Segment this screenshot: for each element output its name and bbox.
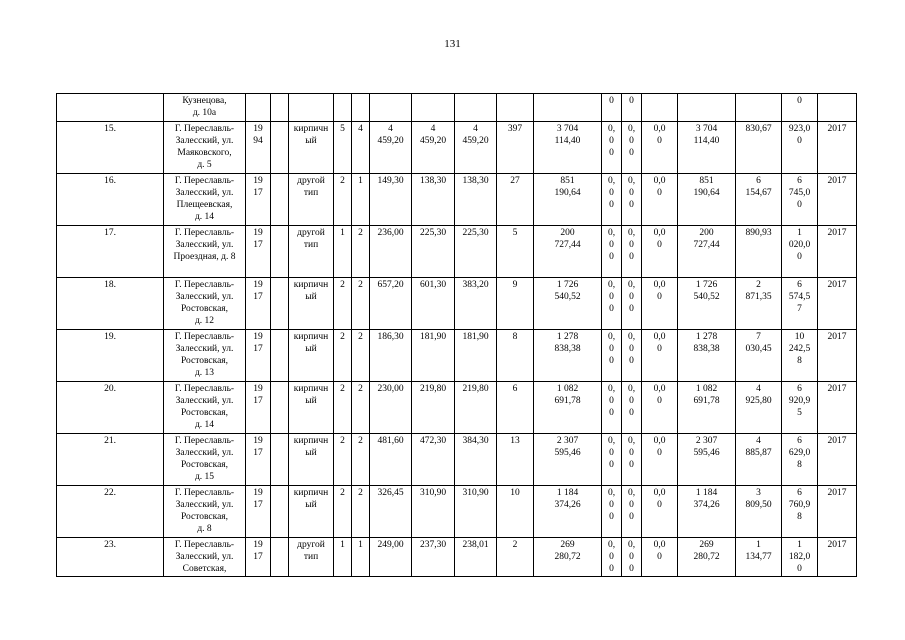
cell-c2: 0, 0 0 xyxy=(622,330,642,382)
page-number: 131 xyxy=(444,38,461,50)
cell-plan-year: 2017 xyxy=(818,434,857,486)
cell-cost-total: 2 307 595,46 xyxy=(534,434,602,486)
cell-area-total: 481,60 xyxy=(370,434,412,486)
cell-area-living: 310,90 xyxy=(412,486,455,538)
continuation-row xyxy=(57,94,857,122)
cell-residents: 10 xyxy=(497,486,534,538)
cell-wall-material: кирпичн ый xyxy=(289,278,334,330)
cell-c5: 4 885,87 xyxy=(736,434,782,486)
cell-floors: 1 xyxy=(334,226,352,278)
cell-number: 17. xyxy=(57,226,164,278)
cell-address: Г. Переславль- Залесский, ул. Ростовская, д. 15 xyxy=(164,434,246,486)
cell-entrances: 2 xyxy=(352,226,370,278)
cell-floors: 2 xyxy=(334,174,352,226)
cell-c5: 830,67 xyxy=(736,122,782,174)
cell-cost-total: 1 726 540,52 xyxy=(534,278,602,330)
cell-wall-material: другой тип xyxy=(289,538,334,577)
cell-c4: 1 082 691,78 xyxy=(678,382,736,434)
cell-address: Г. Переславль- Залесский, ул. Ростовская, д. 13 xyxy=(164,330,246,382)
cell-number: 21. xyxy=(57,434,164,486)
cell-c5: 890,93 xyxy=(736,226,782,278)
cell-area-living: 472,30 xyxy=(412,434,455,486)
cell-c6: 1 182,0 0 xyxy=(782,538,818,577)
cell-area-residential: 138,30 xyxy=(455,174,497,226)
cell-wall-material: кирпичн ый xyxy=(289,486,334,538)
cell-c4: 200 727,44 xyxy=(678,226,736,278)
cell-c2: 0, 0 0 xyxy=(622,434,642,486)
cell-build-year: 19 17 xyxy=(246,278,271,330)
cell-build-year: 19 17 xyxy=(246,486,271,538)
cell-entrances: 2 xyxy=(352,486,370,538)
cell-c4: 1 278 838,38 xyxy=(678,330,736,382)
cell-area-residential: 384,30 xyxy=(455,434,497,486)
cell-c4: 269 280,72 xyxy=(678,538,736,577)
cell-area-total: 236,00 xyxy=(370,226,412,278)
cell-area-total: 249,00 xyxy=(370,538,412,577)
cell-c5: 1 134,77 xyxy=(736,538,782,577)
cell-empty xyxy=(271,486,289,538)
cell-plan-year: 2017 xyxy=(818,122,857,174)
cell-floors: 2 xyxy=(334,278,352,330)
cell-c5: 3 809,50 xyxy=(736,486,782,538)
cell-number xyxy=(57,94,164,122)
cell-c1: 0, 0 0 xyxy=(602,434,622,486)
cell-cost-total: 1 082 691,78 xyxy=(534,382,602,434)
cell-floors: 2 xyxy=(334,434,352,486)
cell-area-total: 149,30 xyxy=(370,174,412,226)
cell-c3: 0,0 0 xyxy=(642,174,678,226)
cell-c3: 0,0 0 xyxy=(642,226,678,278)
cell-area-living: 237,30 xyxy=(412,538,455,577)
table-row xyxy=(57,538,857,577)
cell-empty xyxy=(271,382,289,434)
cell-c1: 0, 0 0 xyxy=(602,382,622,434)
cell-area-living: 219,80 xyxy=(412,382,455,434)
cell-cost-total: 1 184 374,26 xyxy=(534,486,602,538)
table-row xyxy=(57,330,857,382)
cell-floors: 2 xyxy=(334,382,352,434)
cell-plan-year: 2017 xyxy=(818,330,857,382)
cell-number: 18. xyxy=(57,278,164,330)
cell-cost-total: 200 727,44 xyxy=(534,226,602,278)
table-row xyxy=(57,174,857,226)
cell-wall-material: другой тип xyxy=(289,226,334,278)
cell-plan-year: 2017 xyxy=(818,486,857,538)
cell-address: Кузнецова, д. 10а xyxy=(164,94,246,122)
cell-address: Г. Переславль- Залесский, ул. Плещеевская, д. 14 xyxy=(164,174,246,226)
cell-area-total: 186,30 xyxy=(370,330,412,382)
cell-c2: 0, 0 0 xyxy=(622,174,642,226)
cell-area-residential: 310,90 xyxy=(455,486,497,538)
cell-address: Г. Переславль- Залесский, ул. Проездная, д. 8 xyxy=(164,226,246,278)
cell-area-residential: 238,01 xyxy=(455,538,497,577)
cell-number: 19. xyxy=(57,330,164,382)
cell-address: Г. Переславль- Залесский, ул. Советская, xyxy=(164,538,246,577)
cell-floors: 2 xyxy=(334,486,352,538)
cell-empty xyxy=(271,434,289,486)
cell-c6: 6 745,0 0 xyxy=(782,174,818,226)
cell-area-total: 326,45 xyxy=(370,486,412,538)
cell-entrances: 2 xyxy=(352,382,370,434)
cell-c2: 0 xyxy=(622,94,642,122)
cell-wall-material: другой тип xyxy=(289,174,334,226)
cell-entrances: 1 xyxy=(352,538,370,577)
cell-plan-year: 2017 xyxy=(818,538,857,577)
cell-c4: 1 184 374,26 xyxy=(678,486,736,538)
cell-area-residential: 181,90 xyxy=(455,330,497,382)
cell-cost-total: 269 280,72 xyxy=(534,538,602,577)
cell-build-year: 19 17 xyxy=(246,382,271,434)
cell-area-total: 4 459,20 xyxy=(370,122,412,174)
cell-residents: 13 xyxy=(497,434,534,486)
cell-residents: 9 xyxy=(497,278,534,330)
cell-address: Г. Переславль- Залесский, ул. Ростовская, д. 12 xyxy=(164,278,246,330)
cell-number: 22. xyxy=(57,486,164,538)
cell-c3: 0,0 0 xyxy=(642,486,678,538)
cell-build-year: 19 17 xyxy=(246,330,271,382)
cell-cost-total: 1 278 838,38 xyxy=(534,330,602,382)
cell-number: 23. xyxy=(57,538,164,577)
cell-c3: 0,0 0 xyxy=(642,538,678,577)
cell-c4: 2 307 595,46 xyxy=(678,434,736,486)
cell-floors: 1 xyxy=(334,538,352,577)
cell-area-residential: 219,80 xyxy=(455,382,497,434)
cell-c5: 7 030,45 xyxy=(736,330,782,382)
cell-area-total: 657,20 xyxy=(370,278,412,330)
cell-number: 15. xyxy=(57,122,164,174)
cell-area-residential: 4 459,20 xyxy=(455,122,497,174)
table-row xyxy=(57,122,857,174)
cell-floors: 2 xyxy=(334,330,352,382)
cell-area-living: 601,30 xyxy=(412,278,455,330)
cell-cost-total: 3 704 114,40 xyxy=(534,122,602,174)
cell-c6: 6 629,0 8 xyxy=(782,434,818,486)
cell-c6: 923,0 0 xyxy=(782,122,818,174)
cell-c3: 0,0 0 xyxy=(642,278,678,330)
cell-area-total: 230,00 xyxy=(370,382,412,434)
cell-c6: 1 020,0 0 xyxy=(782,226,818,278)
cell-empty xyxy=(271,122,289,174)
cell-address: Г. Переславль- Залесский, ул. Ростовская, д. 14 xyxy=(164,382,246,434)
cell-c1: 0, 0 0 xyxy=(602,538,622,577)
cell-c2: 0, 0 0 xyxy=(622,486,642,538)
cell-c4: 1 726 540,52 xyxy=(678,278,736,330)
cell-wall-material: кирпичн ый xyxy=(289,382,334,434)
cell-wall-material: кирпичн ый xyxy=(289,122,334,174)
cell-c3: 0,0 0 xyxy=(642,330,678,382)
cell-entrances: 1 xyxy=(352,174,370,226)
cell-c6: 6 574,5 7 xyxy=(782,278,818,330)
cell-empty xyxy=(271,278,289,330)
housing-register-table xyxy=(56,93,857,577)
cell-c6: 0 xyxy=(782,94,818,122)
cell-c1: 0, 0 0 xyxy=(602,174,622,226)
cell-number: 16. xyxy=(57,174,164,226)
cell-build-year: 19 94 xyxy=(246,122,271,174)
cell-address: Г. Переславль- Залесский, ул. Маяковского, д. 5 xyxy=(164,122,246,174)
cell-area-residential: 383,20 xyxy=(455,278,497,330)
cell-build-year: 19 17 xyxy=(246,538,271,577)
cell-area-living: 138,30 xyxy=(412,174,455,226)
cell-entrances: 4 xyxy=(352,122,370,174)
cell-build-year: 19 17 xyxy=(246,226,271,278)
cell-c1: 0 xyxy=(602,94,622,122)
cell-c1: 0, 0 0 xyxy=(602,278,622,330)
cell-residents: 5 xyxy=(497,226,534,278)
cell-empty xyxy=(271,538,289,577)
cell-c6: 6 760,9 8 xyxy=(782,486,818,538)
cell-c2: 0, 0 0 xyxy=(622,122,642,174)
cell-plan-year: 2017 xyxy=(818,382,857,434)
cell-c1: 0, 0 0 xyxy=(602,330,622,382)
cell-c3: 0,0 0 xyxy=(642,382,678,434)
cell-plan-year: 2017 xyxy=(818,226,857,278)
table-row xyxy=(57,226,857,278)
cell-build-year: 19 17 xyxy=(246,174,271,226)
cell-c3: 0,0 0 xyxy=(642,434,678,486)
cell-area-living: 181,90 xyxy=(412,330,455,382)
cell-residents: 2 xyxy=(497,538,534,577)
cell-c4: 851 190,64 xyxy=(678,174,736,226)
cell-wall-material: кирпичн ый xyxy=(289,330,334,382)
cell-entrances: 2 xyxy=(352,278,370,330)
cell-residents: 6 xyxy=(497,382,534,434)
cell-entrances: 2 xyxy=(352,330,370,382)
table-row xyxy=(57,486,857,538)
cell-area-residential: 225,30 xyxy=(455,226,497,278)
cell-c1: 0, 0 0 xyxy=(602,226,622,278)
cell-plan-year: 2017 xyxy=(818,278,857,330)
cell-c2: 0, 0 0 xyxy=(622,226,642,278)
cell-empty xyxy=(271,330,289,382)
cell-entrances: 2 xyxy=(352,434,370,486)
table-row xyxy=(57,434,857,486)
cell-wall-material: кирпичн ый xyxy=(289,434,334,486)
cell-c1: 0, 0 0 xyxy=(602,486,622,538)
cell-c2: 0, 0 0 xyxy=(622,382,642,434)
cell-residents: 397 xyxy=(497,122,534,174)
cell-c2: 0, 0 0 xyxy=(622,278,642,330)
cell-c5: 6 154,67 xyxy=(736,174,782,226)
cell-area-living: 4 459,20 xyxy=(412,122,455,174)
cell-floors: 5 xyxy=(334,122,352,174)
cell-c4: 3 704 114,40 xyxy=(678,122,736,174)
cell-c1: 0, 0 0 xyxy=(602,122,622,174)
cell-c5: 4 925,80 xyxy=(736,382,782,434)
cell-c6: 10 242,5 8 xyxy=(782,330,818,382)
cell-residents: 8 xyxy=(497,330,534,382)
cell-build-year: 19 17 xyxy=(246,434,271,486)
cell-address: Г. Переславль- Залесский, ул. Ростовская, д. 8 xyxy=(164,486,246,538)
cell-cost-total: 851 190,64 xyxy=(534,174,602,226)
cell-plan-year: 2017 xyxy=(818,174,857,226)
cell-c6: 6 920,9 5 xyxy=(782,382,818,434)
cell-c3: 0,0 0 xyxy=(642,122,678,174)
table-row xyxy=(57,382,857,434)
cell-residents: 27 xyxy=(497,174,534,226)
cell-c2: 0, 0 0 xyxy=(622,538,642,577)
cell-number: 20. xyxy=(57,382,164,434)
cell-empty xyxy=(271,174,289,226)
table-row xyxy=(57,278,857,330)
cell-area-living: 225,30 xyxy=(412,226,455,278)
cell-empty xyxy=(271,226,289,278)
cell-c5: 2 871,35 xyxy=(736,278,782,330)
